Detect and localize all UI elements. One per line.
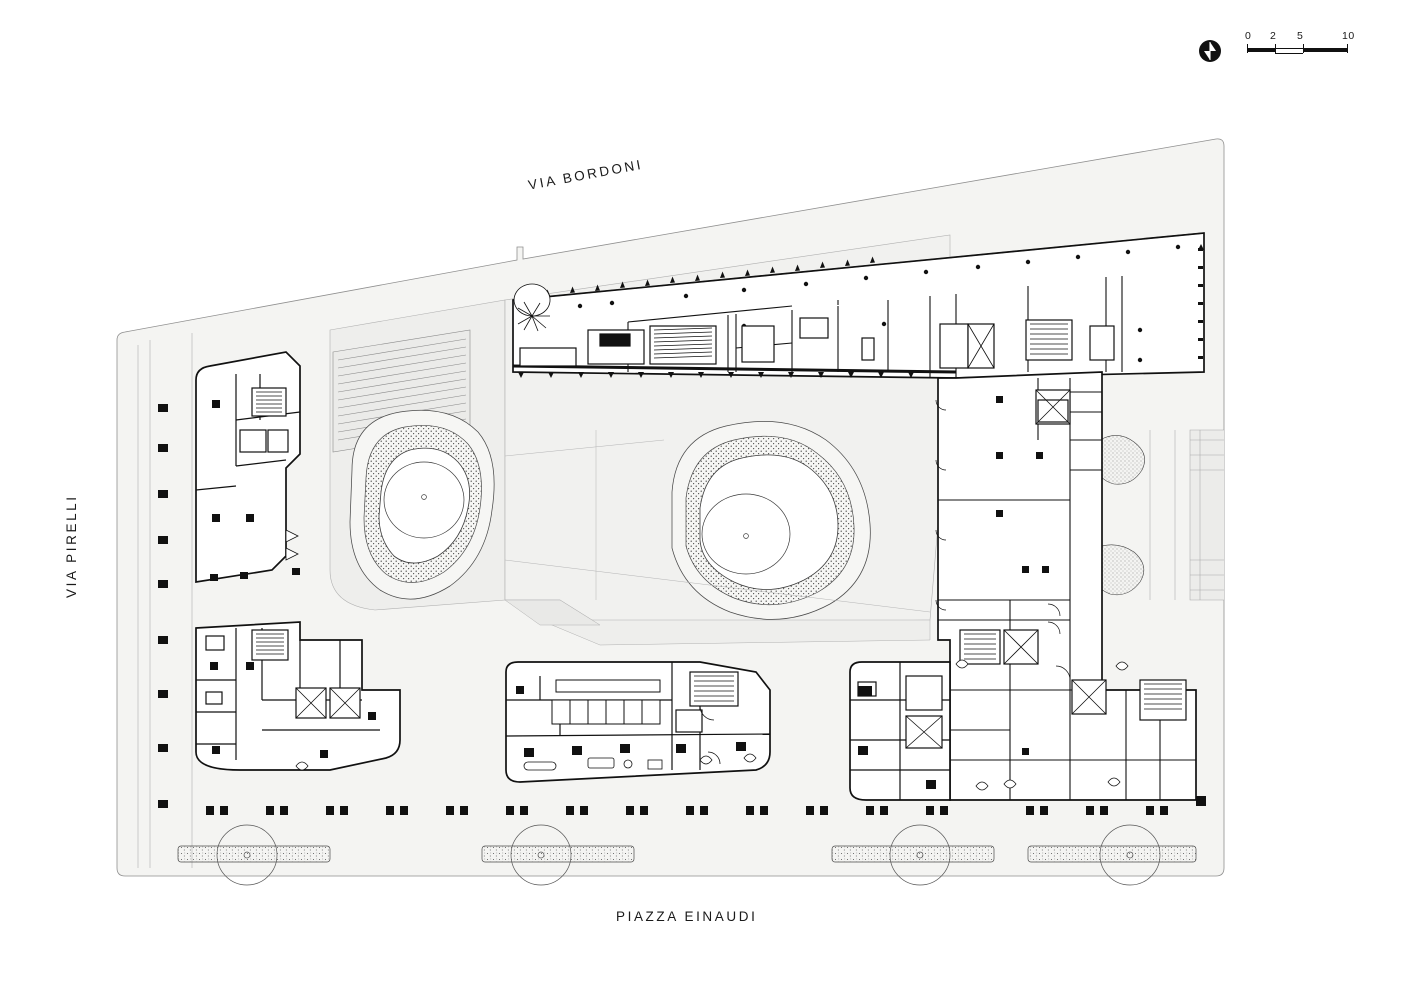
scale-tick-10: 10 bbox=[1342, 30, 1355, 42]
building-south-center bbox=[506, 662, 770, 782]
scale-tick-5: 5 bbox=[1297, 30, 1304, 42]
street-label-via-bordoni: VIA BORDONI bbox=[527, 156, 645, 193]
building-south-east bbox=[850, 662, 950, 800]
scale-tick-mark-10 bbox=[1347, 44, 1348, 53]
scale-tick-0: 0 bbox=[1245, 30, 1252, 42]
street-label-via-pirelli: VIA PIRELLI bbox=[64, 494, 79, 598]
street-label-piazza-einaudi: PIAZZA EINAUDI bbox=[616, 909, 758, 924]
scale-tick-mark-0 bbox=[1247, 44, 1248, 53]
scale-segment-5-10 bbox=[1303, 48, 1347, 52]
scale-tick-mark-5 bbox=[1303, 44, 1304, 53]
scale-bar bbox=[1197, 30, 1372, 70]
scale-tick-2: 2 bbox=[1270, 30, 1277, 42]
building-west-upper bbox=[196, 352, 300, 582]
module-grid bbox=[552, 680, 660, 724]
scale-segment-2-5 bbox=[1275, 48, 1303, 54]
north-arrow-icon bbox=[1197, 38, 1223, 64]
scale-segment-0-2 bbox=[1247, 48, 1275, 52]
scale-tick-mark-2 bbox=[1275, 44, 1276, 53]
